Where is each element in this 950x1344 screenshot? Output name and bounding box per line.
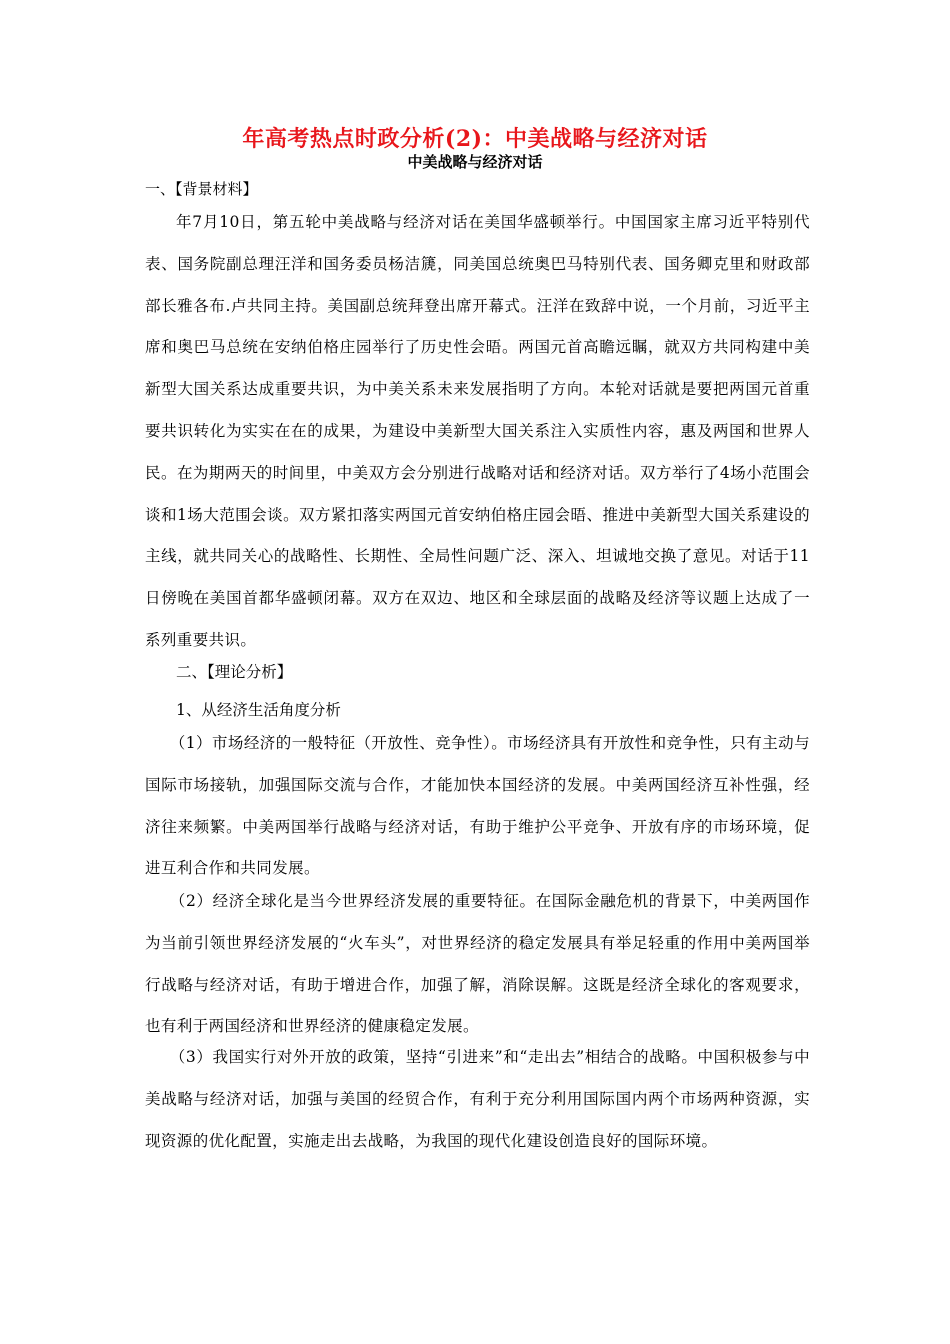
point-3-paragraph: （3）我国实行对外开放的政策，坚持“引进来”和“走出去”相结合的战略。中国积极参与中美战略与经济对话，加强与美国的经贸合作，有利于充分利用国际国内两个市场两种资源，实现资源的优化配置，实施走出去战略，为我国的现代化建设创造良好的国际环境。 (145, 1048, 810, 1150)
section-heading-theory: 二、【理论分析】 (176, 663, 293, 681)
subsection-heading-economics: 1、从经济生活角度分析 (176, 701, 341, 719)
background-paragraph: 年7月10日，第五轮中美战略与经济对话在美国华盛顿举行。中国国家主席习近平特别代表、国务院副总理汪洋和国务委员杨洁篪，同美国总统奥巴马特别代表、国务卿克里和财政部部长雅各布.卢共同主持。美国副总统拜登出席开幕式。汪洋在致辞中说，一个月前，习近平主席和奥巴马总统在安纳伯格庄园举行了历史性会晤。两国元首高瞻远瞩，就双方共同构建中美新型大国关系达成重要共识，为中美关系未来发展指明了方向。本轮对话就是要把两国元首重要共识转化为实实在在的成果，为建设中美新型大国关系注入实质性内容，惠及两国和世界人民。在为期两天的时间里，中美双方会分别进行战略对话和经济对话。双方举行了4场小范围会谈和1场大范围会谈。双方紧扣落实两国元首安纳伯格庄园会晤、推进中美新型大国关系建设的主线，就共同关心的战略性、长期性、全局性问题广泛、深入、坦诚地交换了意见。对话于11日傍晚在美国首都华盛顿闭幕。双方在双边、地区和全球层面的战略及经济等议题上达成了一系列重要共识。 (145, 213, 810, 649)
document-title: 年高考热点时政分析(2)：中美战略与经济对话 (242, 126, 708, 152)
section-heading-background: 一、【背景材料】 (145, 180, 258, 198)
document-subtitle: 中美战略与经济对话 (407, 153, 543, 171)
point-2-paragraph: （2）经济全球化是当今世界经济发展的重要特征。在国际金融危机的背景下，中美两国作为当前引领世界经济发展的“火车头”，对世界经济的稳定发展具有举足轻重的作用中美两国举行战略与经济对话，有助于增进合作，加强了解，消除误解。这既是经济全球化的客观要求，也有利于两国经济和世界经济的健康稳定发展。 (145, 892, 810, 1036)
point-1-paragraph: （1）市场经济的一般特征（开放性、竞争性）。市场经济具有开放性和竞争性，只有主动与国际市场接轨，加强国际交流与合作，才能加快本国经济的发展。中美两国经济互补性强，经济往来频繁。中美两国举行战略与经济对话，有助于维护公平竞争、开放有序的市场环境，促进互利合作和共同发展。 (145, 734, 810, 878)
